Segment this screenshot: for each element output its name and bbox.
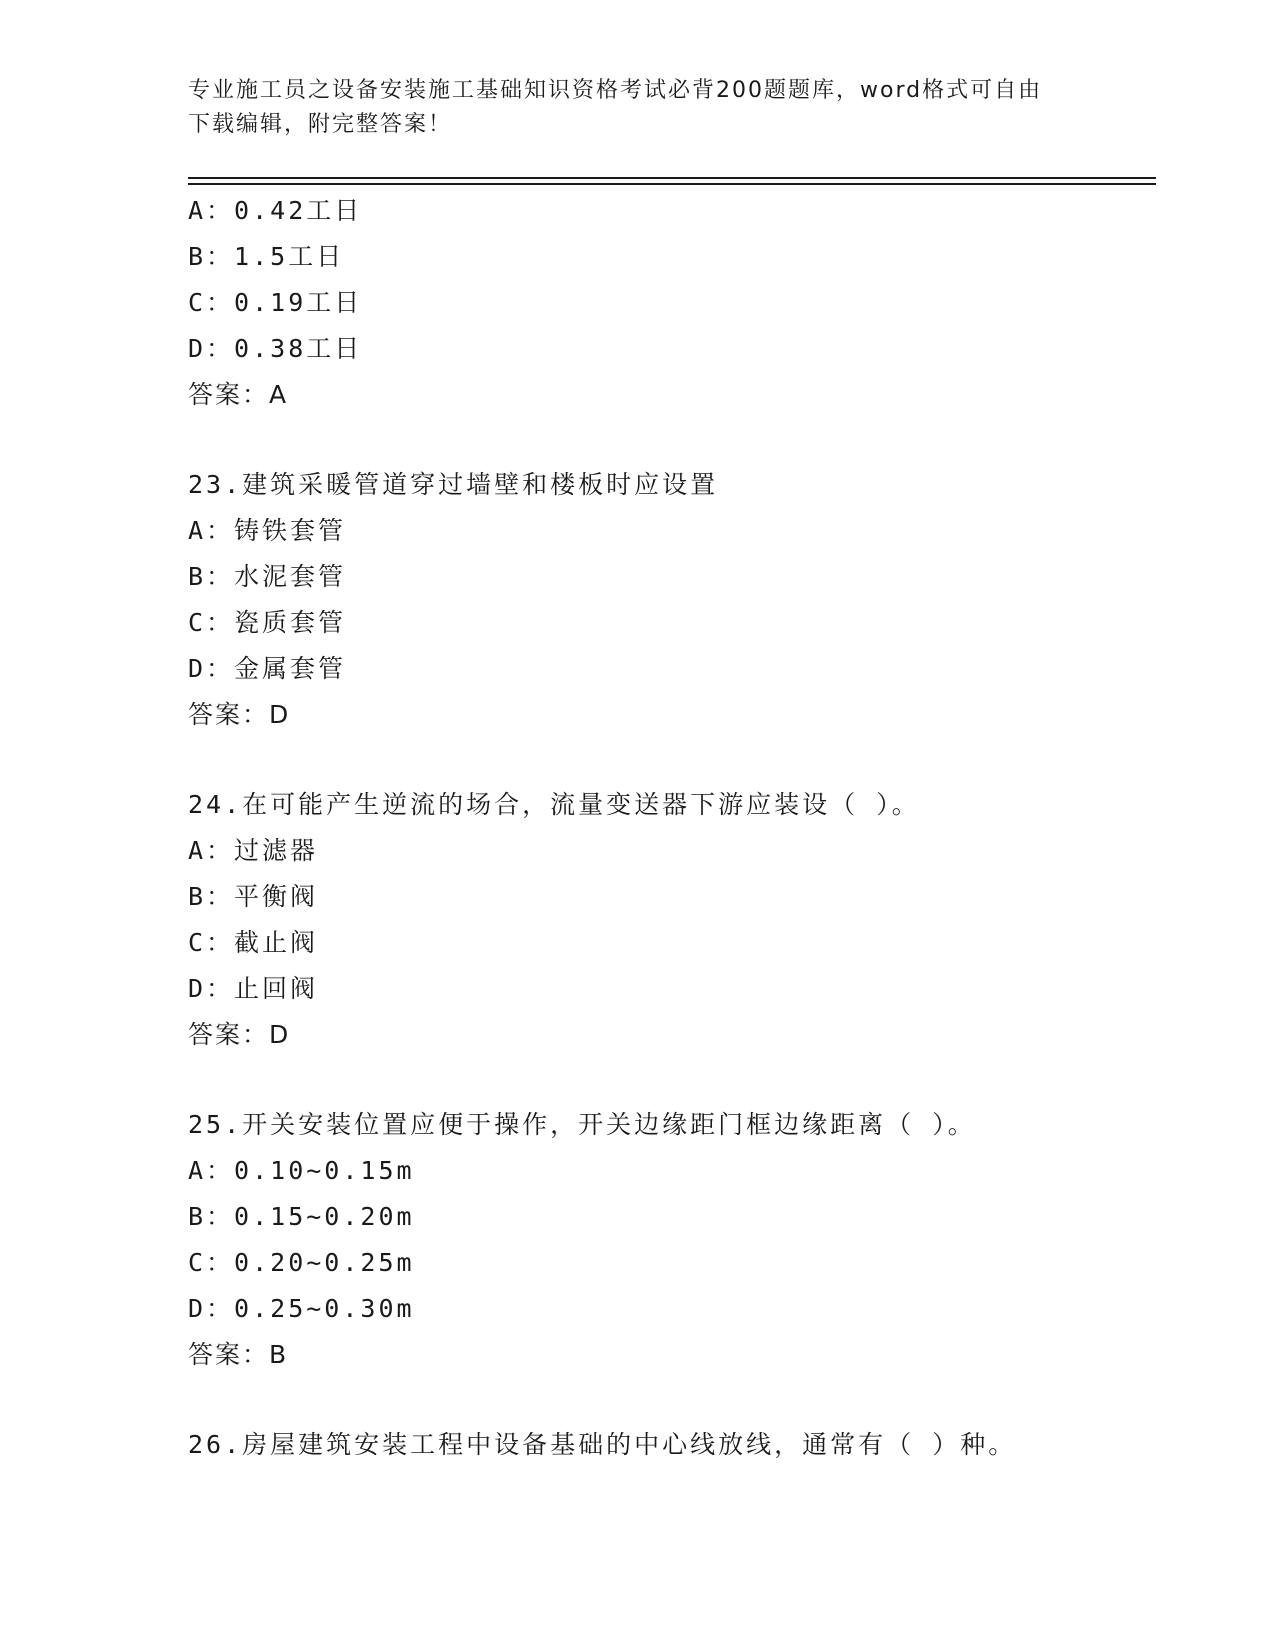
header-line-1: 专业施工员之设备安装施工基础知识资格考试必背200题题库，word格式可自由 [188, 78, 1043, 103]
header-divider-bottom [188, 183, 1156, 185]
answer: 答案：A [188, 380, 289, 409]
option-c: C：0.20~0.25m [188, 1248, 415, 1277]
header-line-2: 下载编辑，附完整答案！ [188, 112, 453, 137]
option-d: D：止回阀 [188, 974, 319, 1003]
option-b: B：水泥套管 [188, 562, 347, 591]
option-c: C：截止阀 [188, 928, 319, 957]
option-d: D：金属套管 [188, 654, 347, 683]
option-d: D：0.25~0.30m [188, 1294, 415, 1323]
option-c: C：瓷质套管 [188, 608, 347, 637]
answer: 答案：B [188, 1340, 289, 1369]
question-block [188, 1422, 1148, 1468]
header-divider-top [188, 177, 1156, 179]
document-header [188, 74, 1088, 142]
question-text: 23.建筑采暖管道穿过墙壁和楼板时应设置 [188, 470, 719, 499]
question-list [188, 188, 1148, 1468]
option-c: C：0.19工日 [188, 288, 363, 317]
option-a: A：0.42工日 [188, 196, 363, 225]
option-a: A：铸铁套管 [188, 516, 347, 545]
option-b: B：0.15~0.20m [188, 1202, 415, 1231]
option-d: D：0.38工日 [188, 334, 363, 363]
answer: 答案：D [188, 1020, 291, 1049]
option-b: B：1.5工日 [188, 242, 345, 271]
question-block [188, 462, 1148, 738]
option-a: A：过滤器 [188, 836, 319, 865]
question-block [188, 188, 1148, 418]
question-block [188, 782, 1148, 1058]
option-a: A：0.10~0.15m [188, 1156, 415, 1185]
option-b: B：平衡阀 [188, 882, 319, 911]
question-text: 25.开关安装位置应便于操作，开关边缘距门框边缘距离（ ）。 [188, 1110, 976, 1139]
question-block [188, 1102, 1148, 1378]
question-text: 26.房屋建筑安装工程中设备基础的中心线放线，通常有（ ）种。 [188, 1430, 1017, 1459]
answer: 答案：D [188, 700, 291, 729]
question-text: 24.在可能产生逆流的场合，流量变送器下游应装设（ ）。 [188, 790, 920, 819]
